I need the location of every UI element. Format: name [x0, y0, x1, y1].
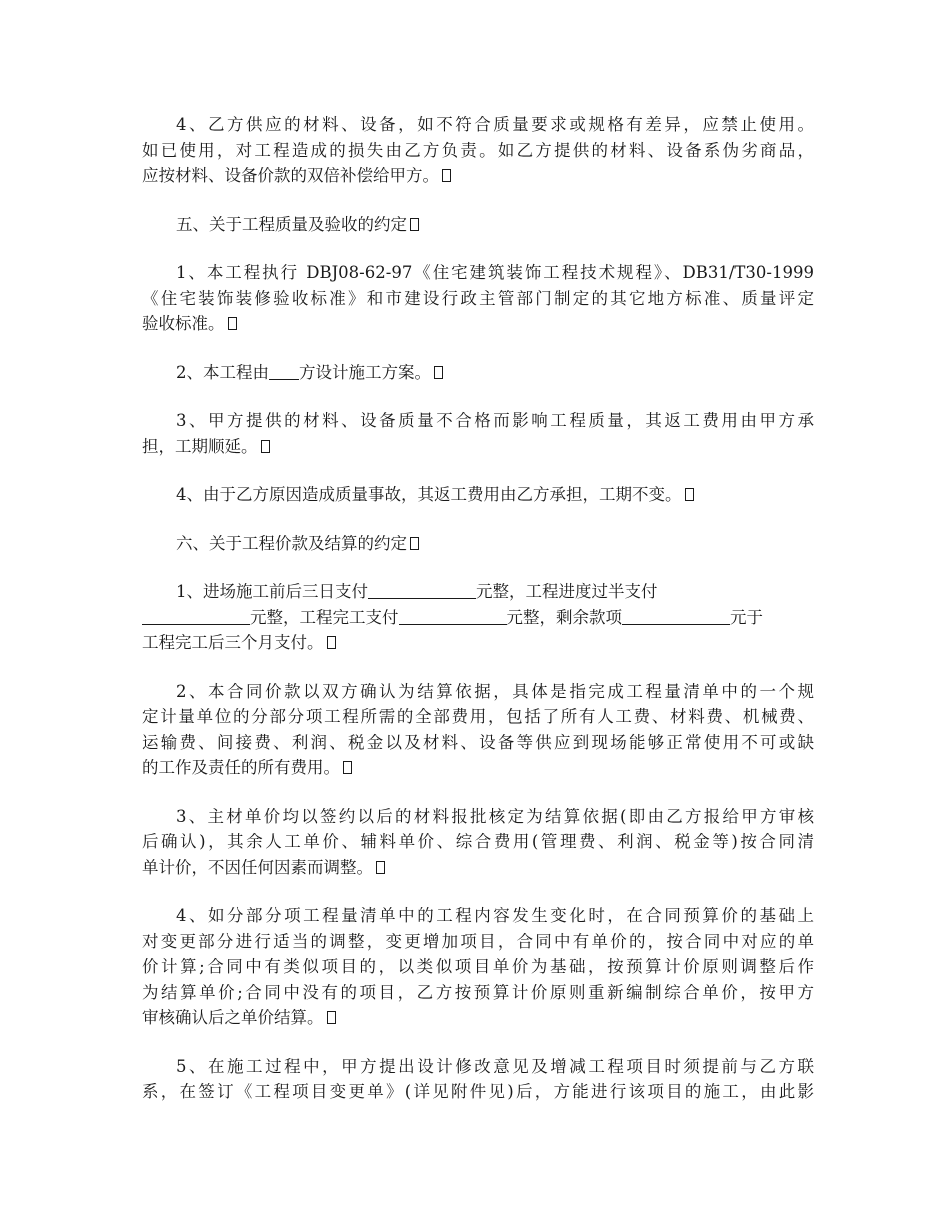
section-heading-payment	[142, 531, 814, 557]
paragraph-line: 4、如分部分项工程量清单中的工程内容发生变化时，在合同预算价的基础上	[176, 906, 814, 925]
paragraph-text: 元整，剩余款项	[506, 607, 622, 627]
paragraph-line: 5、在施工过程中，甲方提出设计修改意见及增减工程项目时须提前与乙方联	[176, 1056, 814, 1076]
paragraph-mark-icon	[410, 218, 419, 231]
paragraph-text: 元整，工程完工支付	[250, 607, 399, 627]
document-page	[142, 112, 814, 1105]
paragraph-mark-icon	[685, 488, 694, 501]
paragraph-line: 3、主材单价均以签约以后的材料报批核定为结算依据(即由乙方报给甲方审核	[176, 806, 814, 826]
paragraph-line	[142, 605, 814, 631]
paragraph-mark-icon	[327, 636, 336, 649]
paragraph-line	[142, 1005, 814, 1031]
paragraph-mark-icon	[228, 317, 237, 330]
paragraph-mark-icon	[442, 169, 451, 182]
amount-blank[interactable]	[368, 582, 476, 599]
paragraph-line: 后确认)，其余人工单价、辅料单价、综合费用(管理费、利润、税金等)按合同清	[142, 832, 814, 851]
amount-blank[interactable]	[622, 608, 730, 625]
paragraph-text: 验收标准。	[142, 314, 225, 333]
paragraph-line: 3、甲方提供的材料、设备质量不合格而影响工程质量，其返工费用由甲方承	[176, 411, 814, 430]
paragraph-text: 元于	[730, 607, 763, 627]
paragraph-line: 对变更部分进行适当的调整，变更增加项目，合同中有单价的，按合同中对应的单	[142, 931, 814, 951]
paragraph-mark-icon	[343, 761, 352, 774]
paragraph-line	[142, 434, 814, 460]
clause-quality-1	[142, 260, 814, 337]
paragraph-line: 如已使用，对工程造成的损失由乙方负责。如乙方提供的材料、设备系伪劣商品，	[142, 140, 814, 160]
paragraph-text: 4、由于乙方原因造成质量事故，其返工费用由乙方承担，工期不变。	[176, 485, 682, 504]
paragraph-text: 的工作及责任的所有费用。	[142, 758, 340, 777]
paragraph-line	[142, 163, 814, 189]
clause-material-supply-4	[142, 112, 814, 189]
paragraph-line	[142, 755, 814, 781]
paragraph-mark-icon	[410, 537, 419, 550]
paragraph-text: 1、进场施工前后三日支付	[176, 582, 368, 601]
paragraph-line: 定计量单位的分部分项工程所需的全部费用，包括了所有人工费、材料费、机械费、	[142, 707, 814, 726]
paragraph-text: 审核确认后之单价结算。	[142, 1008, 324, 1027]
amount-blank[interactable]	[142, 608, 250, 625]
paragraph-mark-icon	[376, 861, 385, 874]
paragraph-text: 元整，工程进度过半支付	[476, 582, 658, 601]
fill-in-blank[interactable]	[269, 363, 299, 380]
paragraph-line	[142, 311, 814, 337]
paragraph-text: 2、本工程由	[176, 362, 269, 382]
amount-blank[interactable]	[399, 608, 507, 625]
paragraph-line: 1、本工程执行 DBJ08-62-97《住宅建筑装饰工程技术规程》、DB31/T30-1999	[176, 263, 814, 282]
paragraph-text: 工程完工后三个月支付。	[142, 633, 324, 652]
clause-payment-4	[142, 903, 814, 1031]
paragraph-mark-icon	[434, 366, 443, 379]
paragraph-line	[142, 630, 814, 656]
clause-payment-3	[142, 804, 814, 881]
paragraph-text: 方设计施工方案。	[299, 362, 431, 382]
section-heading-quality	[142, 212, 814, 238]
paragraph-line: 运输费、间接费、利润、税金以及材料、设备等供应到现场能够正常使用不可或缺	[142, 732, 814, 752]
paragraph-mark-icon	[261, 440, 270, 453]
section-heading-text: 六、关于工程价款及结算的约定	[176, 533, 407, 553]
paragraph-text: 单计价，不因任何因素而调整。	[142, 857, 373, 877]
paragraph-text: 担，工期顺延。	[142, 436, 258, 456]
paragraph-line: 系，在签订《工程项目变更单》(详见附件见)后，方能进行该项目的施工，由此影	[142, 1082, 814, 1101]
paragraph-text: 应按材料、设备价款的双倍补偿给甲方。	[142, 166, 439, 185]
clause-payment-1	[142, 579, 814, 656]
clause-quality-3	[142, 408, 814, 459]
paragraph-line: 价计算;合同中有类似项目的，以类似项目单价为基础，按预算计价原则调整后作	[142, 957, 814, 976]
clause-payment-5	[142, 1054, 814, 1105]
paragraph-line: 《住宅装饰装修验收标准》和市建设行政主管部门制定的其它地方标准、质量评定	[142, 288, 814, 308]
clause-quality-4	[142, 482, 814, 508]
paragraph-line	[142, 855, 814, 881]
clause-quality-2	[142, 360, 814, 386]
paragraph-line: 为结算单价;合同中没有的项目，乙方按预算计价原则重新编制综合单价，按甲方	[142, 982, 814, 1002]
section-heading-text: 五、关于工程质量及验收的约定	[176, 214, 407, 234]
paragraph-line: 2、本合同价款以双方确认为结算依据，具体是指完成工程量清单中的一个规	[176, 681, 814, 701]
paragraph-line	[142, 579, 814, 605]
paragraph-line: 4、乙方供应的材料、设备，如不符合质量要求或规格有差异，应禁止使用。	[176, 115, 814, 134]
clause-payment-2	[142, 679, 814, 781]
paragraph-mark-icon	[327, 1011, 336, 1024]
